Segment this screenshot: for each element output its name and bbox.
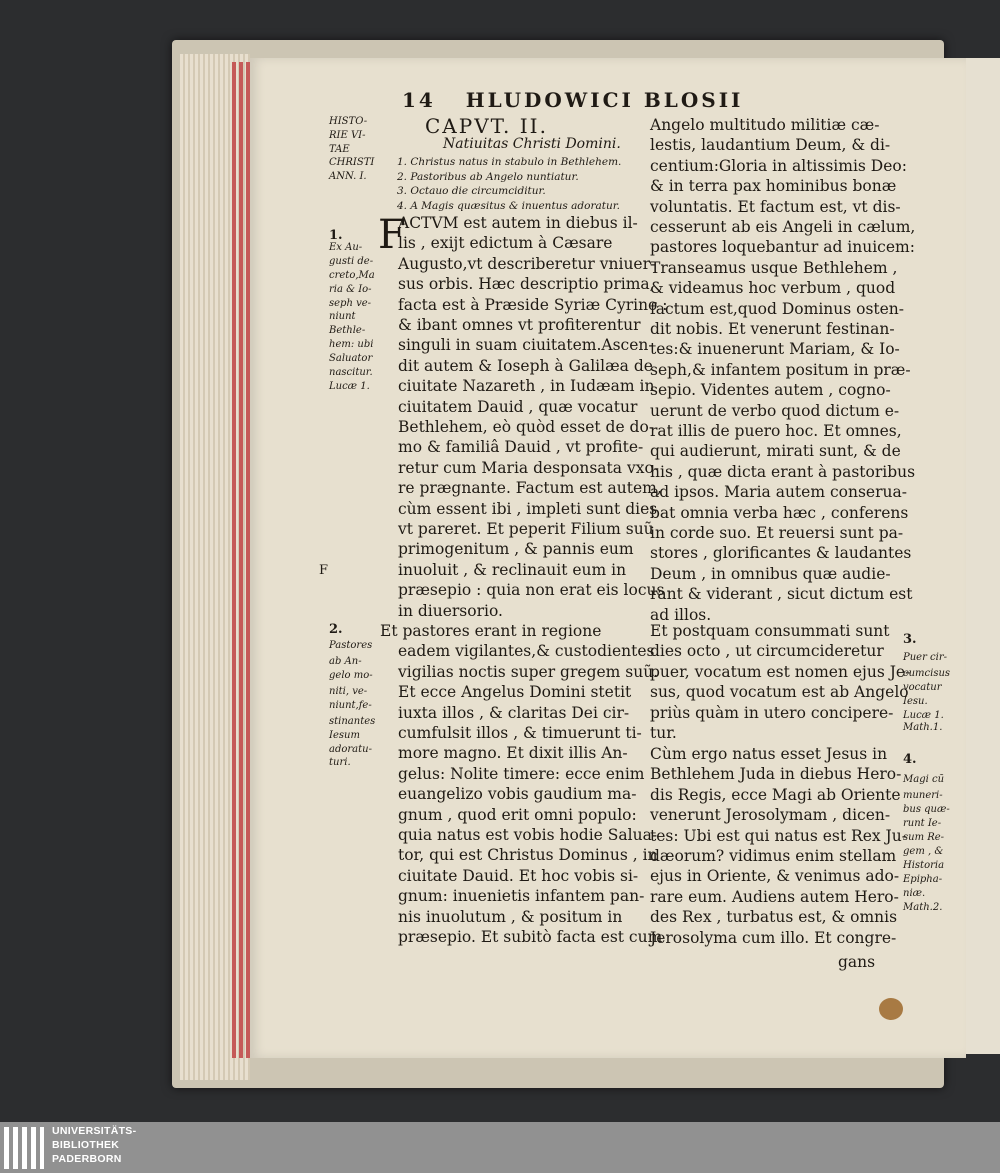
text-line: ria & Io- — [329, 284, 372, 295]
text-line: Lucæ 1. — [903, 710, 944, 721]
text-line: facta est à Præside Syriæ Cyrino : — [398, 295, 668, 314]
text-line: Bethlehem, eò quòd esset de do- — [398, 418, 655, 436]
text-line: retur cum Maria desponsata vxo- — [398, 458, 660, 477]
text-line: cùm essent ibi , impleti sunt dies — [398, 499, 658, 518]
text-line: euangelizo vobis gaudium ma- — [398, 785, 637, 804]
running-head: 14 HLUDOWICI BLOSII — [402, 88, 744, 112]
text-line: lis , exijt edictum à Cæsare — [398, 234, 613, 253]
text-line: qui audierunt, mirati sunt, & de — [650, 442, 901, 461]
text-line: singuli in suam ciuitatem.Ascen- — [398, 336, 654, 355]
text-line: Pastores — [329, 640, 373, 651]
text-line: more magno. Et dixit illis An- — [398, 744, 628, 763]
text-line: turi. — [329, 757, 351, 768]
text-line: des Rex , turbatus est, & omnis — [650, 908, 898, 927]
library-logo-icon — [4, 1127, 44, 1169]
text-line: in diuersorio. — [398, 601, 503, 620]
summary-item: 4. A Magis quæsitus & inuentus adoratur. — [397, 200, 620, 212]
text-line: ad ipsos. Maria autem conserua- — [650, 483, 907, 502]
text-line: bat omnia verba hæc , conferens — [650, 503, 909, 522]
text-line: ACTVM est autem in diebus il- — [398, 214, 638, 232]
text-line: Et pastores erant in regione — [380, 622, 602, 640]
text-line: pastores loquebantur ad inuicem: — [650, 238, 915, 257]
text-line: Magi cũ — [903, 774, 945, 785]
summary-item: 1. Christus natus in stabulo in Bethlehem. — [397, 156, 622, 168]
text-line: priùs quàm in utero concipere- — [650, 703, 894, 722]
text-line: Saluator — [329, 353, 373, 364]
facing-page — [966, 58, 1000, 1054]
footer-line: PADERBORN — [52, 1153, 122, 1165]
text-line: rat illis de puero hoc. Et omnes, — [650, 422, 902, 440]
text-line: eadem vigilantes,& custodientes — [398, 642, 655, 661]
text-line: gelo mo- — [329, 670, 373, 681]
chapter-subtitle: Natiuitas Christi Domini. — [443, 136, 621, 152]
text-line: tes: Ubi est qui natus est Rex Ju- — [650, 826, 907, 845]
text-line: ciuitate Nazareth , in Iudæam in — [398, 377, 655, 396]
text-line: bus quæ- — [903, 804, 950, 815]
text-line: ejus in Oriente, & venimus ado- — [650, 867, 900, 886]
text-line: his , quæ dicta erant à pastoribus — [650, 462, 916, 481]
text-line: & videamus hoc verbum , quod — [650, 279, 896, 298]
text-line: 4. — [903, 752, 917, 767]
text-line: TAE — [329, 144, 350, 155]
text-line: 3. — [903, 632, 917, 647]
text-line: muneri- — [903, 790, 943, 801]
text-line: Transeamus usque Bethlehem , — [650, 258, 898, 277]
text-line: dit nobis. Et venerunt festinan- — [650, 320, 895, 338]
text-line: runt Ie- — [903, 818, 942, 829]
footer-line: UNIVERSITÄTS- — [52, 1125, 137, 1137]
text-line: inuoluit , & reclinauit eum in — [398, 560, 627, 579]
text-line: niæ. — [903, 888, 926, 899]
text-line: Et ecce Angelus Domini stetit — [398, 683, 632, 702]
chapter-title: CAPVT. II. — [425, 114, 548, 138]
stray-mark: F — [319, 563, 329, 578]
text-line: Epipha- — [903, 874, 943, 885]
text-line: Cùm ergo natus esset Jesus in — [650, 745, 888, 763]
text-line: nascitur. — [329, 367, 373, 378]
text-line: ab An- — [329, 656, 362, 667]
text-line: Bethlehem Juda in diebus Hero- — [650, 765, 902, 784]
text-line: cumfulsit illos , & timuerunt ti- — [398, 724, 642, 742]
text-line: sus, quod vocatum est ab Angelo — [650, 683, 909, 702]
library-footer — [0, 1122, 1000, 1173]
text-line: vocatur — [903, 682, 942, 693]
text-line: Deum , in omnibus quæ audie- — [650, 564, 891, 583]
text-line: adoratu- — [329, 744, 372, 755]
text-line: Iesum — [329, 730, 360, 741]
text-line: Angelo multitudo militiæ cæ- — [650, 116, 880, 134]
text-line: niunt,fe- — [329, 700, 372, 711]
text-line: uerunt de verbo quod dictum e- — [650, 401, 900, 420]
text-line: seph ve- — [329, 298, 372, 309]
text-line: gnum: inuenietis infantem pan- — [398, 887, 645, 906]
text-line: niunt — [329, 311, 356, 322]
text-line: cumcisus — [903, 668, 951, 679]
text-line: dit autem & Ioseph à Galilæa de — [398, 356, 653, 375]
text-line: 2. — [329, 622, 343, 637]
text-line: Ex Au- — [329, 242, 363, 253]
text-line: hem: ubi — [329, 339, 374, 350]
text-line: & ibant omnes vt profiterentur — [398, 316, 641, 334]
text-line: voluntatis. Et factum est, vt dis- — [650, 197, 901, 216]
text-line: primogenitum , & pannis eum — [398, 540, 634, 559]
text-line: CHRISTI — [329, 157, 375, 168]
text-line: iuxta illos , & claritas Dei cir- — [398, 703, 630, 722]
text-line: gnum , quod erit omni populo: — [398, 805, 637, 824]
red-edge — [239, 62, 243, 1058]
text-line: gem , & — [903, 846, 944, 857]
text-line: tes:& inuenerunt Mariam, & Io- — [650, 340, 900, 359]
text-line: dæorum? vidimus enim stellam — [650, 847, 897, 865]
text-line: Augusto,vt describeretur vniuer- — [398, 254, 656, 273]
text-line: sus orbis. Hæc descriptio prima, — [398, 275, 655, 294]
drop-cap: F — [378, 212, 406, 258]
text-line: stinantes — [329, 716, 376, 727]
text-line: in corde suo. Et reuersi sunt pa- — [650, 524, 904, 542]
text-line: sepio. Videntes autem , cogno- — [650, 381, 891, 400]
text-line: mo & familiâ Dauid , vt profite- — [398, 438, 644, 457]
text-line: Puer cir- — [903, 652, 948, 663]
text-line: HISTO- — [329, 116, 368, 127]
text-line: tur. — [650, 724, 677, 742]
text-line: Math.1. — [903, 722, 943, 733]
text-line: Et postquam consummati sunt — [650, 622, 890, 640]
text-line: RIE VI- — [329, 130, 366, 141]
text-line: & in terra pax hominibus bonæ — [650, 177, 897, 196]
text-line: quia natus est vobis hodie Saluа- — [398, 826, 658, 844]
text-line: ciuitatem Dauid , quæ vocatur — [398, 397, 638, 416]
text-line: nis inuolutum , & positum in — [398, 907, 623, 926]
text-line: venerunt Jerosolymam , dicen- — [650, 806, 891, 825]
text-line: præsepio : quia non erat eis locus — [398, 581, 665, 600]
text-line: Jerosolyma cum illo. Et congre- — [650, 928, 897, 947]
stain — [879, 998, 903, 1020]
text-line: dies octo , ut circumcideretur — [650, 642, 884, 661]
text-line: tor, qui est Christus Dominus , in — [398, 846, 658, 865]
text-line: ANN. I. — [329, 171, 367, 182]
text-line: lestis, laudantium Deum, & di- — [650, 136, 891, 155]
text-line: Iesu. — [903, 696, 928, 707]
text-line: rare eum. Audiens autem Hero- — [650, 887, 899, 906]
summary-item: 3. Octauo die circumciditur. — [397, 185, 546, 197]
text-line: seph,& infantem positum in præ- — [650, 360, 911, 379]
text-line: Math.2. — [903, 902, 943, 913]
summary-item: 2. Pastoribus ab Angelo nuntiatur. — [397, 171, 579, 183]
text-line: stores , glorificantes & laudantes — [650, 544, 912, 563]
text-line: Lucæ 1. — [329, 381, 370, 392]
text-line: creto,Ma — [329, 270, 375, 281]
text-line: re prægnante. Factum est autem, — [398, 479, 662, 498]
text-line: niti, ve- — [329, 686, 368, 697]
text-line: vigilias noctis super gregem suũ. — [398, 662, 659, 681]
text-line: ad illos. — [650, 605, 712, 624]
catchword: gans — [838, 953, 876, 971]
text-line: Bethle- — [329, 325, 366, 336]
text-line: gelus: Nolite timere: ecce enim — [398, 764, 645, 783]
text-line: rant & viderant , sicut dictum est — [650, 585, 913, 604]
text-line: Historia — [903, 860, 945, 871]
footer-line: BIBLIOTHEK — [52, 1139, 120, 1151]
text-line: ciuitate Dauid. Et hoc vobis si- — [398, 866, 639, 885]
text-line: vt pareret. Et peperit Filium suũ — [398, 520, 654, 538]
text-line: dis Regis, ecce Magi ab Oriente — [650, 785, 901, 804]
text-line: puer, vocatum est nomen ejus Je- — [650, 662, 911, 681]
text-line: centium:Gloria in altissimis Deo: — [650, 156, 907, 175]
text-line: cesserunt ab eis Angeli in cælum, — [650, 218, 916, 236]
text-line: præsepio. Et subitò facta est cum — [398, 928, 663, 946]
text-line: 1. — [329, 228, 343, 243]
text-line: sum Re- — [903, 832, 945, 843]
text-line: factum est,quod Dominus osten- — [650, 299, 905, 318]
text-line: gusti de- — [329, 256, 374, 267]
red-edge — [232, 62, 236, 1058]
